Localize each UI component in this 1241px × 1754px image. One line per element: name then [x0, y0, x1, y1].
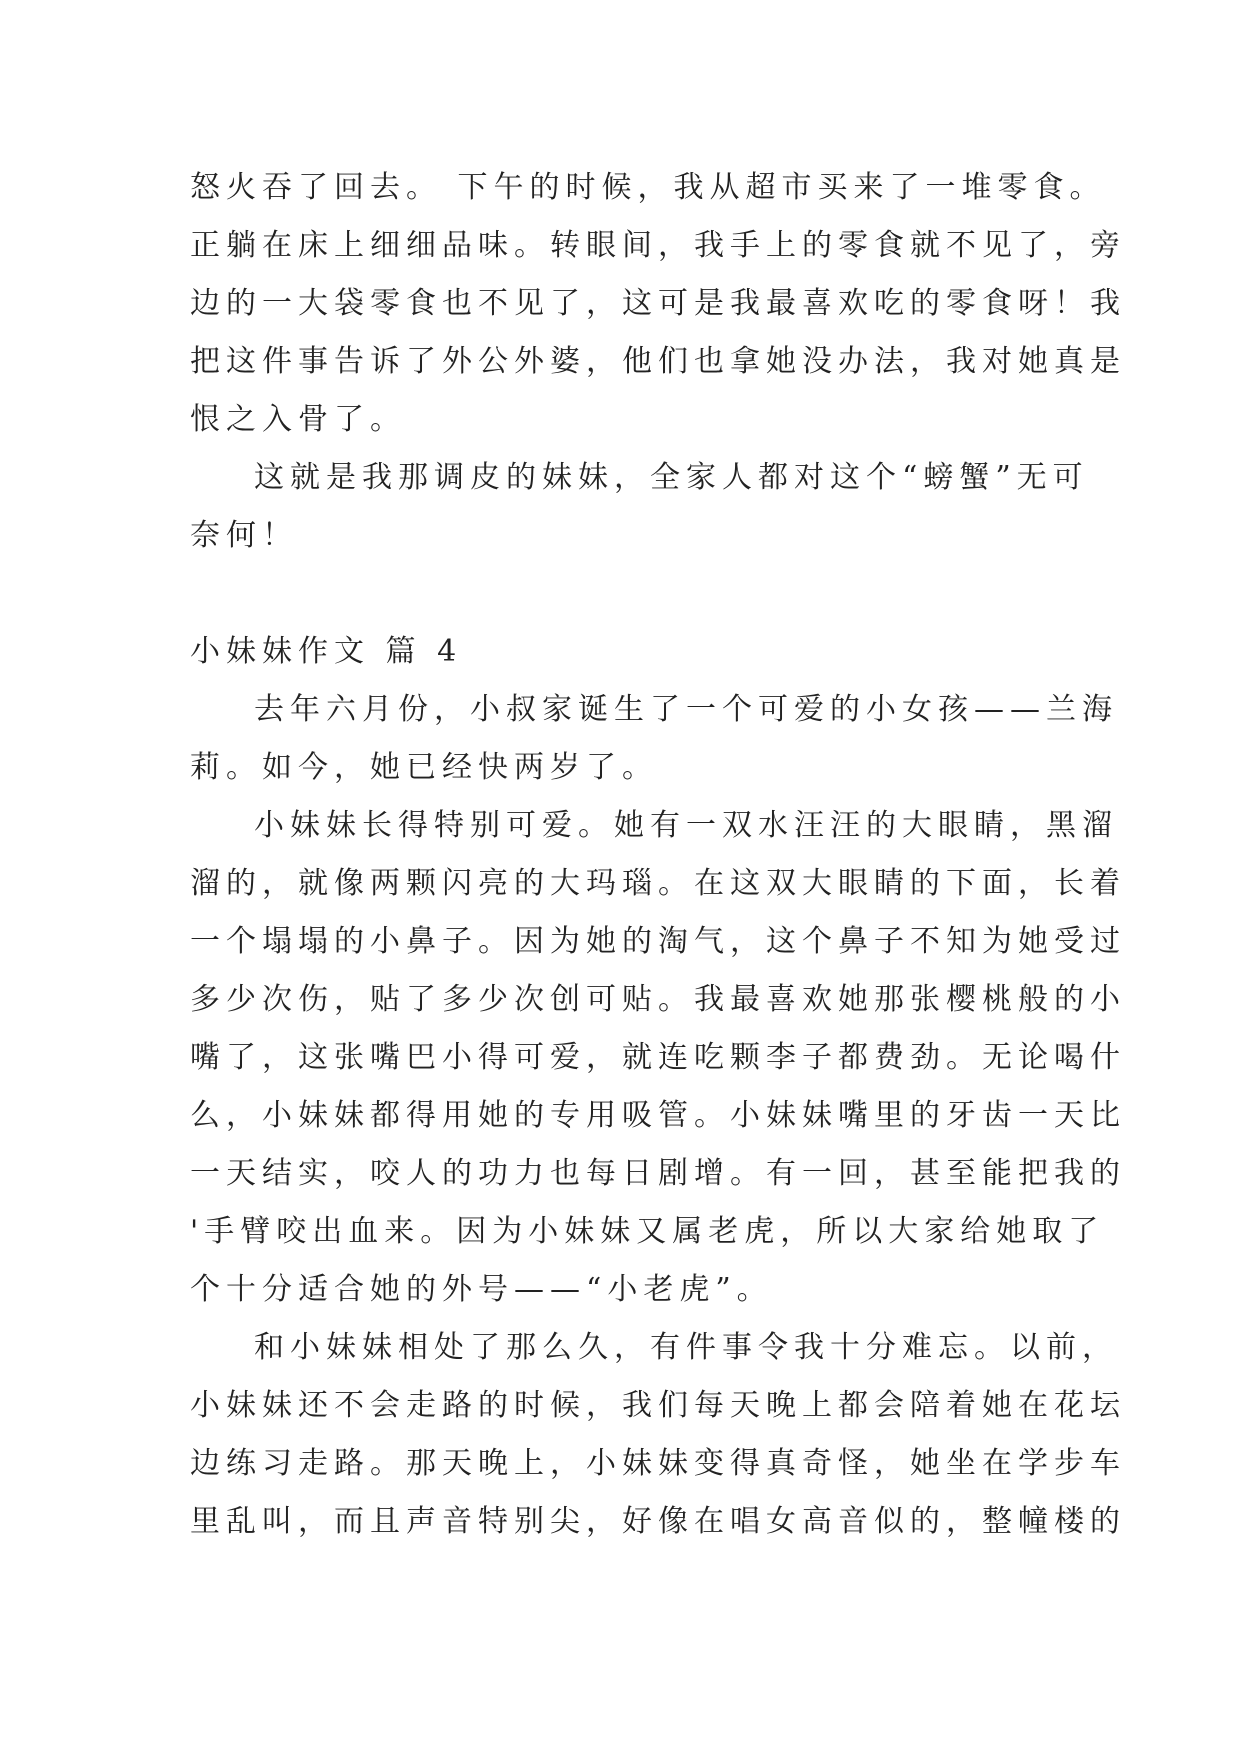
text-line: 奈何！ [190, 518, 298, 553]
text-line: 么，小妹妹都得用她的专用吸管。小妹妹嘴里的牙齿一天比 [190, 1098, 1126, 1133]
text-line: 把这件事告诉了外公外婆，他们也拿她没办法，我对她真是 [190, 344, 1126, 379]
text-line: 小妹妹还不会走路的时候，我们每天晚上都会陪着她在花坛 [190, 1388, 1126, 1423]
text-line: 一个塌塌的小鼻子。因为她的淘气，这个鼻子不知为她受过 [190, 924, 1126, 959]
paragraph-start-line: 去年六月份，小叔家诞生了一个可爱的小女孩——兰海 [254, 692, 1118, 727]
paragraph-start-line: 和小妹妹相处了那么久，有件事令我十分难忘。以前， [254, 1330, 1118, 1365]
text-line: 里乱叫，而且声音特别尖，好像在唱女高音似的，整幢楼的 [190, 1504, 1126, 1539]
text-line: 莉。如今，她已经快两岁了。 [190, 750, 658, 785]
section-heading: 小妹妹作文 篇 4 [190, 634, 463, 669]
text-line: 边练习走路。那天晚上，小妹妹变得真奇怪，她坐在学步车 [190, 1446, 1126, 1481]
text-line: 嘴了，这张嘴巴小得可爱，就连吃颗李子都费劲。无论喝什 [190, 1040, 1126, 1075]
text-line: 一天结实，咬人的功力也每日剧增。有一回，甚至能把我的 [190, 1156, 1126, 1191]
text-line: 正躺在床上细细品味。转眼间，我手上的零食就不见了，旁 [190, 228, 1126, 263]
text-line: '手臂咬出血来。因为小妹妹又属老虎，所以大家给她取了 [190, 1214, 1105, 1249]
text-line: 溜的，就像两颗闪亮的大玛瑙。在这双大眼睛的下面，长着 [190, 866, 1126, 901]
text-line: 怒火吞了回去。 下午的时候，我从超市买来了一堆零食。 [190, 170, 1106, 205]
paragraph-start-line: 这就是我那调皮的妹妹，全家人都对这个“螃蟹”无可 [254, 460, 1089, 495]
text-line: 恨之入骨了。 [190, 402, 406, 437]
text-line: 边的一大袋零食也不见了，这可是我最喜欢吃的零食呀！我 [190, 286, 1126, 321]
paragraph-start-line: 小妹妹长得特别可爱。她有一双水汪汪的大眼睛，黑溜 [254, 808, 1118, 843]
text-line: 个十分适合她的外号——“小老虎”。 [190, 1272, 773, 1307]
text-line: 多少次伤，贴了多少次创可贴。我最喜欢她那张樱桃般的小 [190, 982, 1126, 1017]
